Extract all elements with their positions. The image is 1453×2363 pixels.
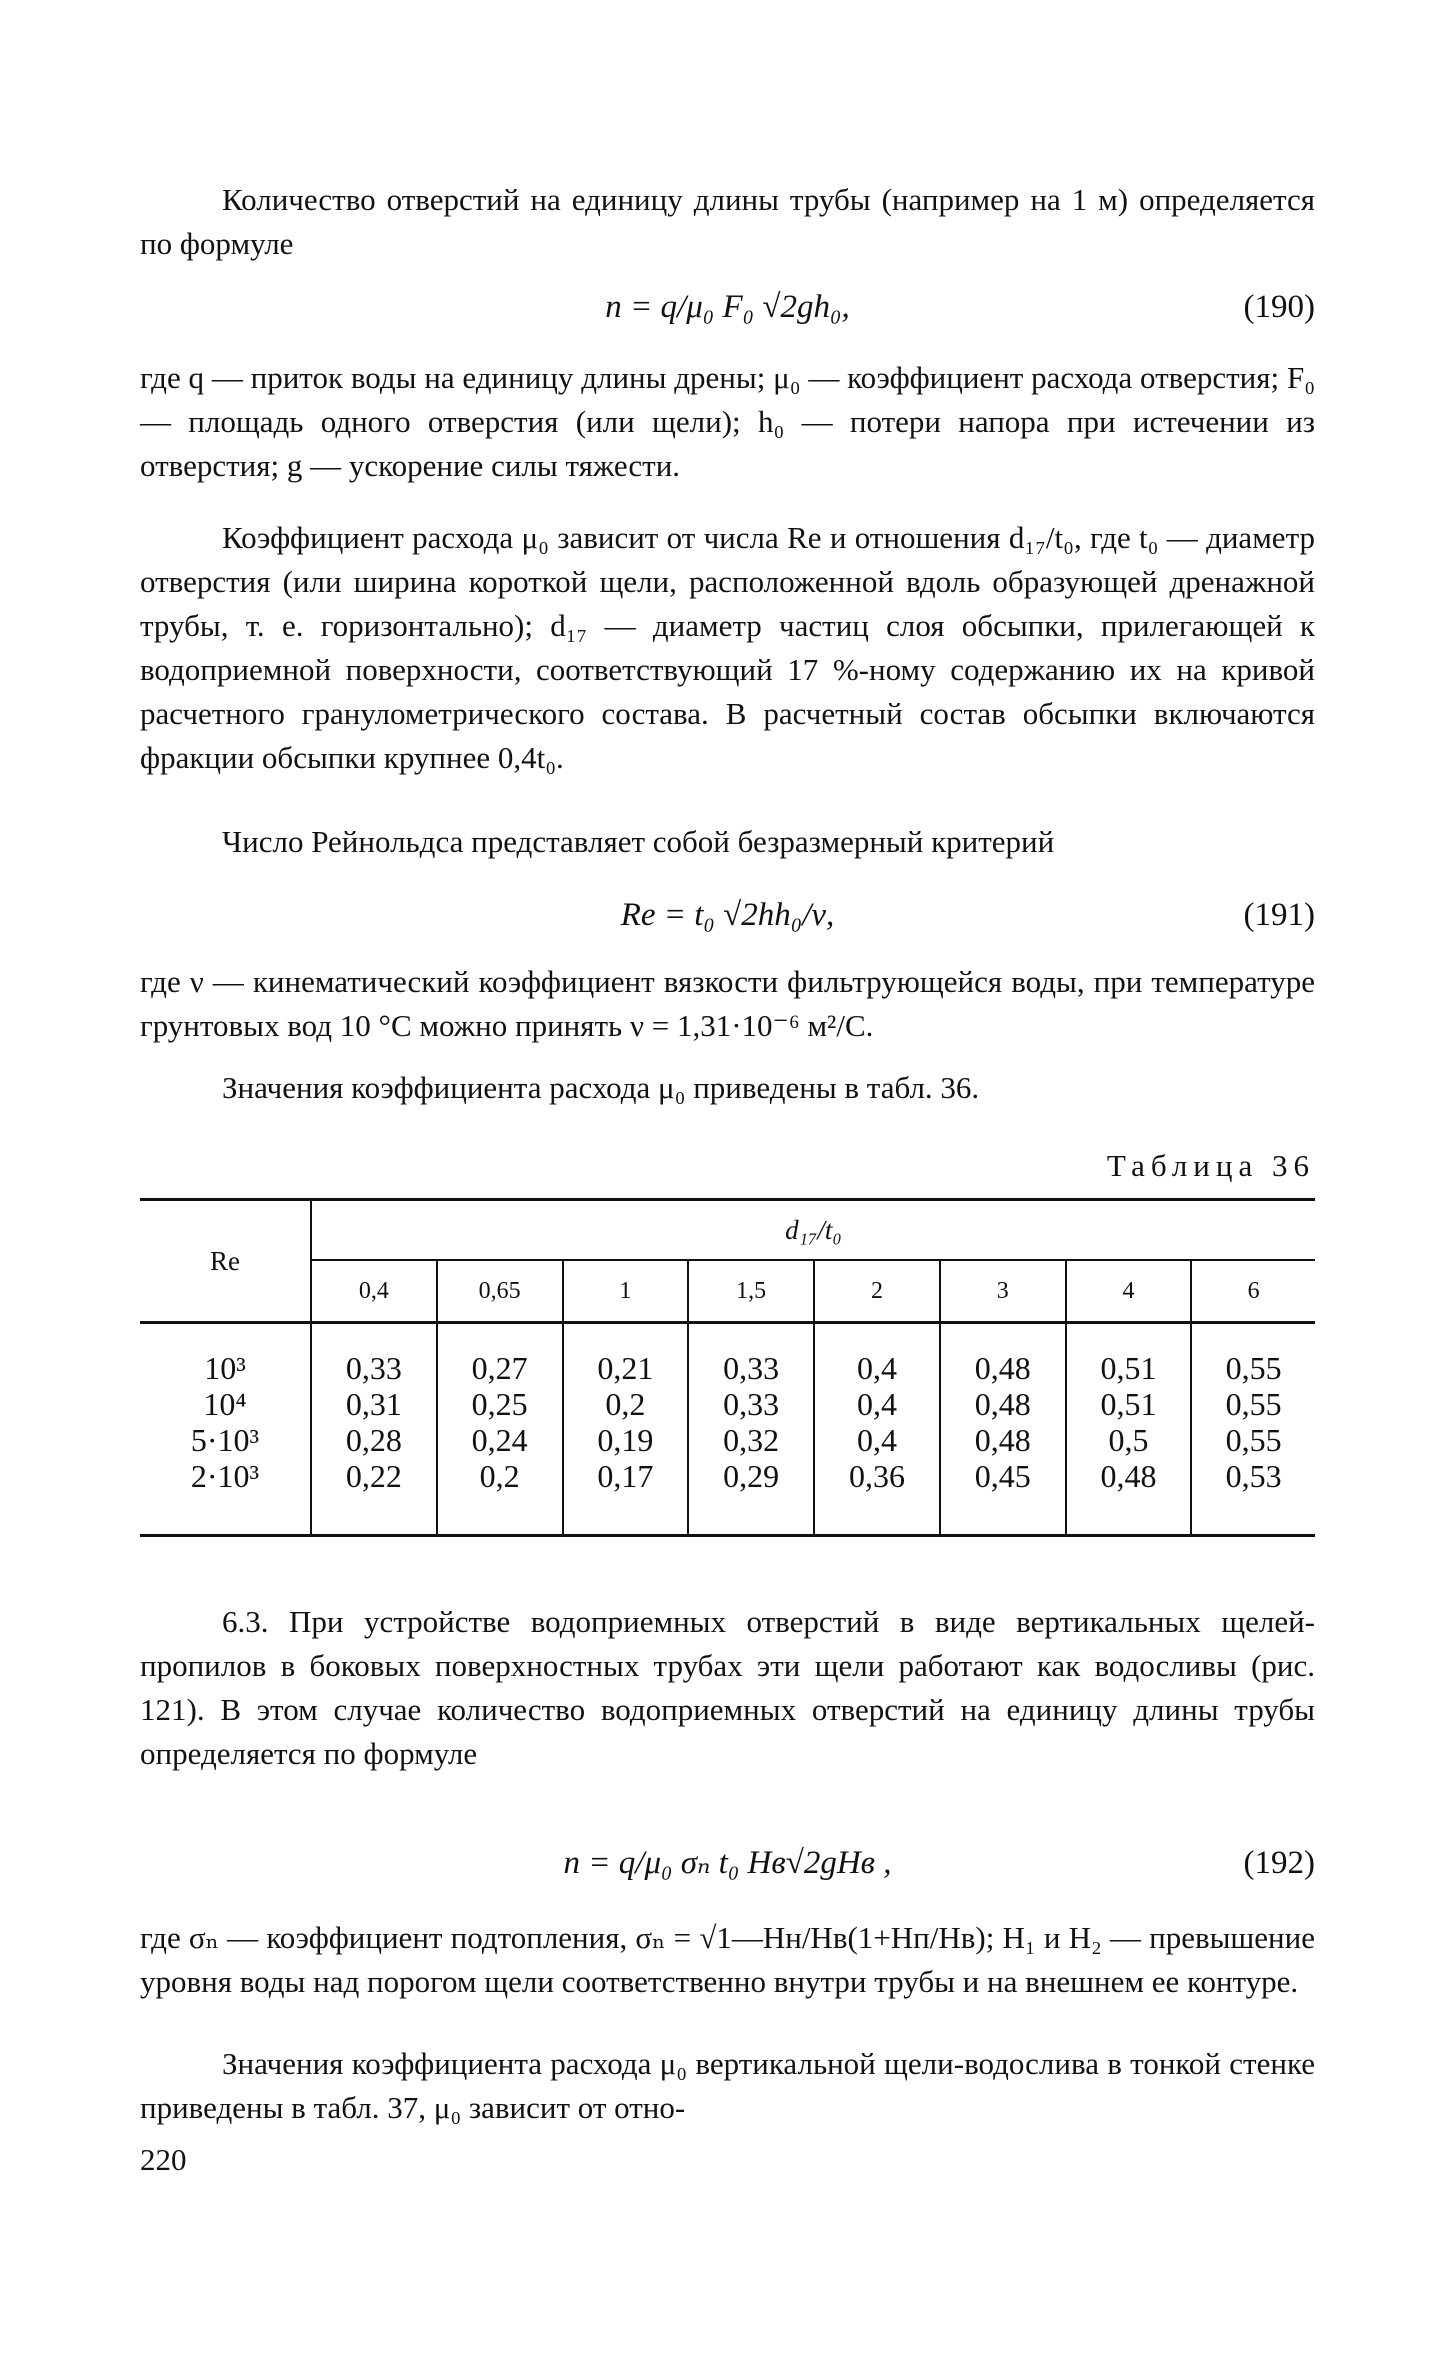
formula-190-number: (190)	[1243, 289, 1315, 325]
table-cell: 0,25	[437, 1386, 563, 1422]
table-cell: 0,51	[1066, 1323, 1192, 1387]
table-cell: 0,22	[311, 1458, 437, 1536]
table-column-header: 6	[1191, 1260, 1315, 1323]
table-cell: 0,33	[688, 1323, 814, 1387]
table-cell: 0,24	[437, 1422, 563, 1458]
table-cell: 0,28	[311, 1422, 437, 1458]
table-cell: 0,2	[437, 1458, 563, 1536]
table-column-header: 1	[563, 1260, 689, 1323]
formula-191-number: (191)	[1243, 897, 1315, 933]
paragraph-coefficient: Коэффициент расхода μ₀ зависит от числа Re и отношения d₁₇/t₀, где t₀ — диаметр отверстия (или ширина короткой щели, расположенной вдоль образующей дренажной трубы, т. е. горизонтально); d₁₇ — диаметр частиц слоя обсыпки, прилегающей к водоприемной поверхности, соответствующий 17 %-ному содержанию их на кривой расчетного гранулометрического состава. В расчетный состав обсыпки включаются фракции обсыпки крупнее 0,4t₀.	[140, 520, 1315, 775]
table-cell: 0,2	[563, 1386, 689, 1422]
table-36	[140, 1198, 1315, 1537]
formula-192-number: (192)	[1243, 1845, 1315, 1881]
table-cell: 0,32	[688, 1422, 814, 1458]
table-cell: 0,4	[814, 1386, 940, 1422]
table-column-header: 4	[1066, 1260, 1192, 1323]
paragraph-where-191: где ν — кинематический коэффициент вязкости фильтрующейся воды, при температуре грунтовых вод 10 °С можно принять ν = 1,31·10⁻⁶ м²/С.	[140, 964, 1315, 1043]
table-cell: 0,17	[563, 1458, 689, 1536]
paragraph-section-6-3: 6.3. При устройстве водоприемных отверстий в виде вертикальных щелей-пропилов в боковых поверхностных трубах эти щели работают как водосливы (рис. 121). В этом случае количество водоприемных отверстий на единицу длины трубы определяется по формуле	[140, 1604, 1315, 1771]
table-cell: 0,55	[1225, 1386, 1282, 1422]
table-cell: 0,29	[688, 1458, 814, 1536]
table-cell: 0,21	[563, 1323, 689, 1387]
formula-190	[140, 282, 1315, 332]
table-cell: 0,4	[814, 1323, 940, 1387]
table-column-header: 0,65	[437, 1260, 563, 1323]
table-cell: 0,48	[1066, 1458, 1192, 1536]
formula-190-expression: n = q/μ₀ F₀ √2gh₀,	[605, 289, 850, 325]
table-cell: 0,27	[437, 1323, 563, 1387]
paragraph-last: Значения коэффициента расхода μ₀ вертикальной щели-водослива в тонкой стенке приведены в табл. 37, μ₀ зависит от отно-	[140, 2046, 1315, 2125]
table-re-header: Re	[140, 1200, 311, 1323]
table-cell: 0,51	[1066, 1386, 1192, 1422]
table-re-cell: 10³	[140, 1323, 311, 1387]
formula-191	[140, 890, 1315, 940]
table-cell: 0,48	[940, 1323, 1066, 1387]
table-re-cell: 2·10³	[140, 1458, 311, 1536]
table-row	[140, 1386, 1315, 1422]
table-re-cell: 10⁴	[140, 1386, 311, 1422]
table-cell: 0,55	[1225, 1422, 1282, 1458]
table-column-header: 0,4	[311, 1260, 437, 1323]
table-cell: 0,48	[940, 1422, 1066, 1458]
paragraph-values: Значения коэффициента расхода μ₀ приведены в табл. 36.	[222, 1070, 980, 1105]
table-re-cell: 5·10³	[140, 1422, 311, 1458]
table-cell: 0,55	[1225, 1350, 1282, 1386]
formula-192	[140, 1838, 1315, 1888]
table-column-header: 2	[814, 1260, 940, 1323]
table-column-header: 3	[940, 1260, 1066, 1323]
paragraph-where-192: где σₙ — коэффициент подтопления, σₙ = √1—Hн/Hв(1+Hп/Hв); H₁ и H₂ — превышение уровня воды над порогом щели соответственно внутри трубы и на внешнем ее контуре.	[140, 1920, 1315, 1999]
paragraph-intro: Количество отверстий на единицу длины трубы (например на 1 м) определяется по формуле	[140, 182, 1315, 261]
table-cell: 0,36	[814, 1458, 940, 1536]
table-caption: Таблица 36	[1106, 1148, 1315, 1183]
table-cell: 0,4	[814, 1422, 940, 1458]
paragraph-where-190: где q — приток воды на единицу длины дрены; μ₀ — коэффициент расхода отверстия; F₀ — площадь одного отверстия (или щели); h₀ — потери напора при истечении из отверстия; g — ускорение силы тяжести.	[140, 360, 1315, 483]
table-cell: 0,19	[563, 1422, 689, 1458]
table-cell: 0,48	[940, 1386, 1066, 1422]
formula-192-expression: n = q/μ₀ σₙ t₀ Hв√2gHв ,	[563, 1845, 892, 1881]
table-row	[140, 1422, 1315, 1458]
formula-191-expression: Re = t₀ √2hh₀/ν,	[620, 897, 835, 933]
table-cell: 0,45	[940, 1458, 1066, 1536]
table-cell: 0,5	[1066, 1422, 1192, 1458]
table-cell: 0,53	[1191, 1458, 1315, 1536]
table-row	[140, 1458, 1315, 1536]
table-cell: 0,33	[688, 1386, 814, 1422]
table-cell: 0,33	[311, 1323, 437, 1387]
table-group-header: d₁₇/t₀	[311, 1200, 1315, 1261]
page-number: 220	[140, 2142, 187, 2177]
table-column-header: 1,5	[688, 1260, 814, 1323]
table-row	[140, 1323, 1315, 1387]
table-cell: 0,31	[311, 1386, 437, 1422]
paragraph-reynolds: Число Рейнольдса представляет собой безразмерный критерий	[222, 824, 1055, 859]
